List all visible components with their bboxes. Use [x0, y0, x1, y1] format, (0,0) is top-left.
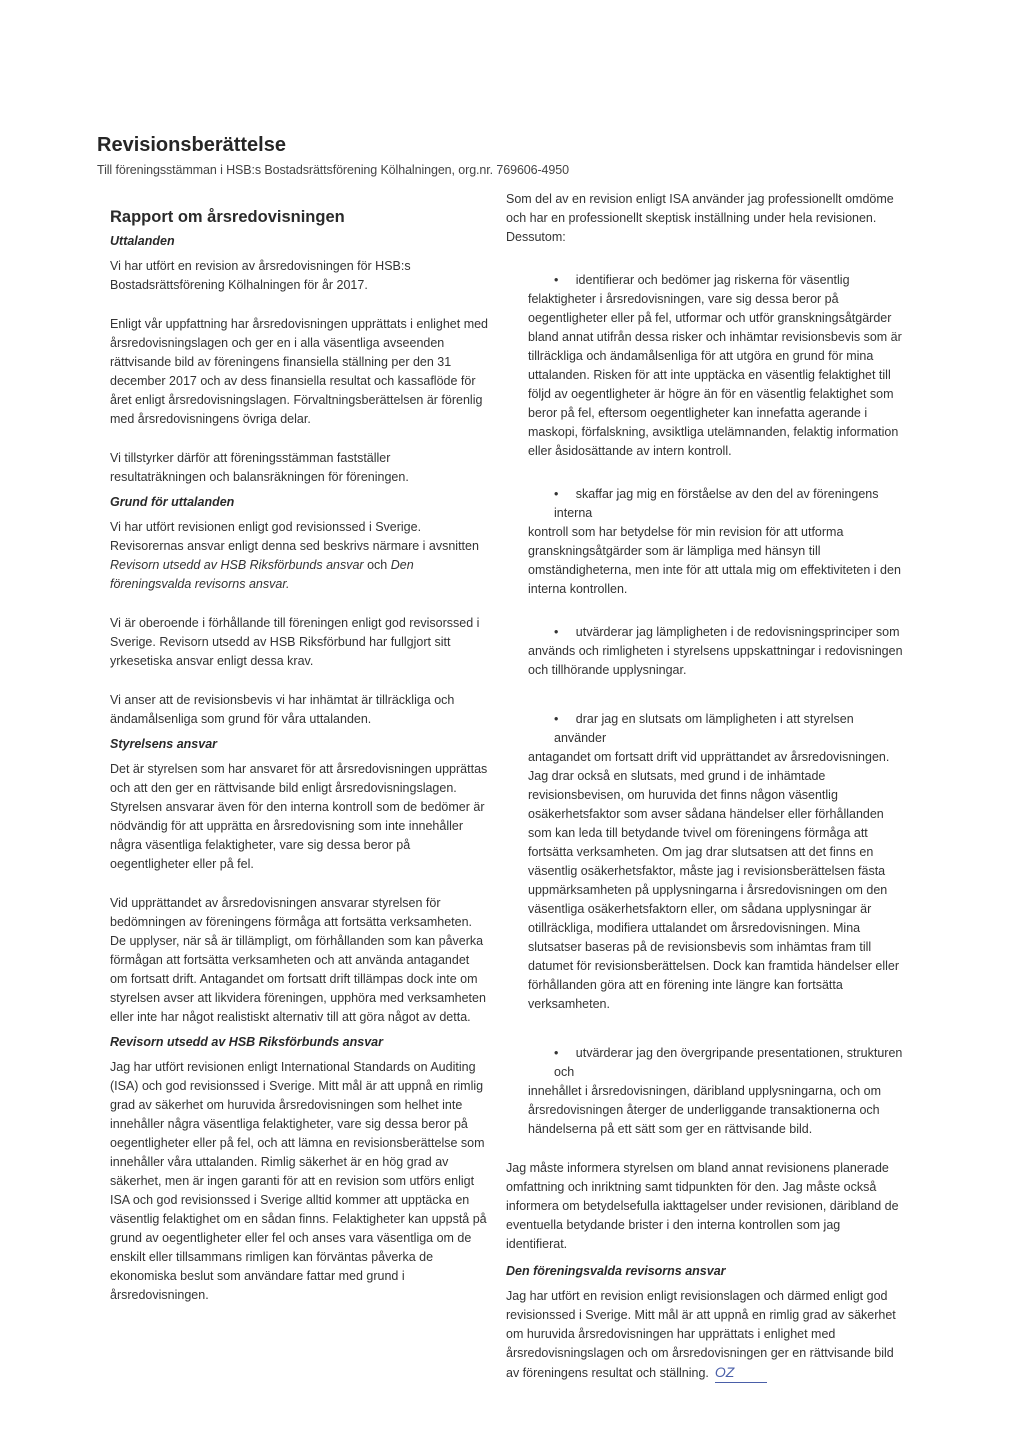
bullet-text: används och rimligheten i styrelsens uppskattningar i redovisningen och tillhörande upplysningar. — [528, 644, 903, 677]
bullet-icon: • — [554, 625, 559, 639]
bullet-text: kontroll som har betydelse för min revision för att utforma granskningsåtgärder som är lämpliga med hänsyn till omständigheterna, men inte för att uttala mig om effektiviteten i den interna kontrollen. — [528, 525, 901, 596]
bullet-icon: • — [554, 712, 559, 726]
page-title: Revisionsberättelse — [97, 134, 286, 156]
list-item — [506, 1044, 904, 1139]
subheading-foreningsvalda-ansvar: Den föreningsvalda revisorns ansvar — [506, 1264, 726, 1278]
bullet-lead-text: utvärderar jag den övergripande presentationen, strukturen och — [554, 1046, 903, 1079]
paragraph-informera: Jag måste informera styrelsen om bland annat revisionens planerade omfattning och inriktning samt tidpunkten för den. Jag måste också informera om betydelsefulla iakttagelser under revisionen, däribland de eventuella betydande brister i den interna kontrollen som jag identifierat. — [506, 1161, 899, 1251]
right-column — [506, 190, 904, 1403]
bullet-icon: • — [554, 487, 559, 501]
list-item — [506, 485, 904, 599]
bullet-lead-text: identifierar och bedömer jag riskerna för väsentlig — [575, 273, 850, 287]
bullet-text: innehållet i årsredovisningen, däribland upplysningarna, och om årsredovisningen återger de underliggande transaktionerna och händelserna på ett sätt som ger en rättvisande bild. — [528, 1084, 882, 1136]
paragraph-uppfattning: Enligt vår uppfattning har årsredovisningen upprättats i enlighet med årsredovisningslagen och ger en i alla väsentliga avseenden rättvisande bild av föreningens finansiella ställning per den 31 december 2017 och av dess finansiella resultat och kassaflöde för året enligt årsredovisningslagen. Förvaltningsberättelsen är förenlig med årsredovisningens övriga delar. — [110, 317, 489, 426]
initials-signature: OZ — [715, 1363, 767, 1383]
list-item — [506, 710, 904, 1014]
reference-och: och — [367, 558, 388, 572]
paragraph-isa: Jag har utfört revisionen enligt International Standards on Auditing (ISA) och god revisionssed i Sverige. Mitt mål är att uppnå en rimlig grad av säkerhet om huruvida årsredovisningen som helhet inte innehåller några väsentliga felaktigheter, vare sig dessa beror på oegentligheter eller på fel, och att lämna en revisionsberättelse som innehåller våra uttalanden. Rimlig säkerhet är en hög grad av säkerhet, men är ingen garanti för att en revision som utförs enligt ISA och god revisionssed i Sverige alltid kommer att upptäcka en väsentlig felaktighet om en sådan finns. Felaktigheter kan uppstå på grund av oegentligheter eller fel och anses vara väsentliga om de enskilt eller tillsammans rimligen kan förväntas påverka de ekonomiska beslut som användare fattar med grund i årsredovisningen. — [110, 1060, 487, 1302]
paragraph-revisionsbevis: Vi anser att de revisionsbevis vi har inhämtat är tillräckliga och ändamålsenliga som grund för våra uttalanden. — [110, 693, 455, 726]
bullet-icon: • — [554, 1046, 559, 1060]
paragraph-revisionslagen-text: Jag har utfört en revision enligt revisionslagen och därmed enligt god revisionssed i Sverige. Mitt mål är att uppnå en rimlig grad av säkerhet om huruvida årsredovisningen har upprättats i enlighet med årsredovisningslagen och om årsredovisningen ger en rättvisande bild av föreningens resultat och ställning. — [506, 1289, 896, 1380]
paragraph-styrelsen: Det är styrelsen som har ansvaret för att årsredovisningen upprättas och att den ger en rättvisande bild enligt årsredovisningslagen. Styrelsen ansvarar även för den interna kontroll som de bedömer är nödvändig för att upprätta en årsredovisning som inte innehåller några väsentliga felaktigheter, vare sig dessa beror på oegentligheter eller på fel. — [110, 762, 488, 871]
bullet-icon: • — [554, 273, 559, 287]
paragraph-revisionssed-text: Vi har utfört revisionen enligt god revisionssed i Sverige. Revisorernas ansvar enligt denna sed beskrivs närmare i avsnitten — [110, 520, 479, 553]
bullet-lead-text: drar jag en slutsats om lämpligheten i att styrelsen använder — [554, 712, 854, 745]
subheading-uttalanden: Uttalanden — [110, 234, 175, 248]
paragraph-revisionslagen — [506, 1287, 904, 1383]
bullet-text: antagandet om fortsatt drift vid upprättandet av årsredovisningen. Jag drar också en slutsats, med grund i de inhämtade revisionsbevisen, om huruvida det finns någon väsentlig osäkerhetsfaktor som avser sådana händelser eller förhållanden som kan leda till betydande tvivel om föreningens förmåga att fortsätta verksamheten. Om jag drar slutsatsen att det finns en väsentlig osäkerhetsfaktor, måste jag i revisionsberättelsen fästa uppmärksamheten på upplysningarna i årsredovisningen om den väsentliga osäkerhetsfaktorn eller, om sådana upplysningar är otillräckliga, modifiera uttalandet om årsredovisningen. Mina slutsatser baseras på de revisionsbevis som inhämtas fram till datumet för revisionsberättelsen. Dock kan framtida händelser eller förhållanden göra att en förening inte längre kan fortsätta verksamheten. — [528, 750, 900, 1011]
page-subtitle: Till föreningsstämman i HSB:s Bostadsrättsförening Kölhalningen, org.nr. 769606-4950 — [97, 163, 569, 177]
paragraph-revisionssed — [110, 518, 488, 594]
left-column — [110, 208, 488, 1325]
paragraph-fortsatt-drift: Vid upprättandet av årsredovisningen ansvarar styrelsen för bedömningen av föreningens förmåga att fortsätta verksamheten. De upplyser, när så är tillämpligt, om förhållanden som kan påverka förmågan att fortsätta verksamheten och att använda antagandet om fortsatt drift. Antagandet om fortsatt drift tillämpas dock inte om styrelsen avser att likvidera föreningen, upphöra med verksamheten eller inte har något realistiskt alternativ till att göra något av detta. — [110, 896, 486, 1024]
paragraph-oberoende: Vi är oberoende i förhållande till föreningen enligt god revisorssed i Sverige. Revisorn utsedd av HSB Riksförbund har fullgjort sitt yrkesetiska ansvar enligt dessa krav. — [110, 616, 480, 668]
list-item — [506, 623, 904, 680]
subheading-revisorn-ansvar: Revisorn utsedd av HSB Riksförbunds ansvar — [110, 1035, 383, 1049]
reference-revisorn-ansvar: Revisorn utsedd av HSB Riksförbunds ansvar — [110, 558, 364, 572]
paragraph-utfort: Vi har utfört en revision av årsredovisningen för HSB:s Bostadsrättsförening Kölhalningen för år 2017. — [110, 259, 411, 292]
section-heading-rapport: Rapport om årsredovisningen — [110, 208, 345, 226]
reference-foreningsvalda-ansvar: Den föreningsvalda revisorns ansvar. — [110, 558, 414, 591]
subheading-grund: Grund för uttalanden — [110, 495, 235, 509]
bullet-lead-text: skaffar jag mig en förståelse av den del av föreningens interna — [554, 487, 879, 520]
paragraph-tillstyrker: Vi tillstyrker därför att föreningsstämman fastställer resultaträkningen och balansräkningen för föreningen. — [110, 451, 409, 484]
list-item — [506, 271, 904, 461]
subheading-styrelsens-ansvar: Styrelsens ansvar — [110, 737, 218, 751]
bullet-text: felaktigheter i årsredovisningen, vare sig dessa beror på oegentligheter eller på fel, utformar och utför granskningsåtgärder bland annat utifrån dessa risker och inhämtar revisionsbevis som är tillräckliga och ändamålsenliga för att utgöra en grund för mina uttalanden. Risken för att inte upptäcka en väsentlig felaktighet till följd av oegentligheter är högre än för en väsentlig felaktighet som beror på fel, eftersom oegentligheter kan innefatta agerande i maskopi, förfalskning, avsiktliga utelämnanden, felaktig information eller åsidosättande av intern kontroll. — [528, 292, 902, 458]
bullet-lead-text: utvärderar jag lämpligheten i de redovisningsprinciper som — [575, 625, 900, 639]
paragraph-som-del: Som del av en revision enligt ISA använder jag professionellt omdöme och har en professionellt skeptisk inställning under hela revisionen. Dessutom: — [506, 192, 894, 244]
